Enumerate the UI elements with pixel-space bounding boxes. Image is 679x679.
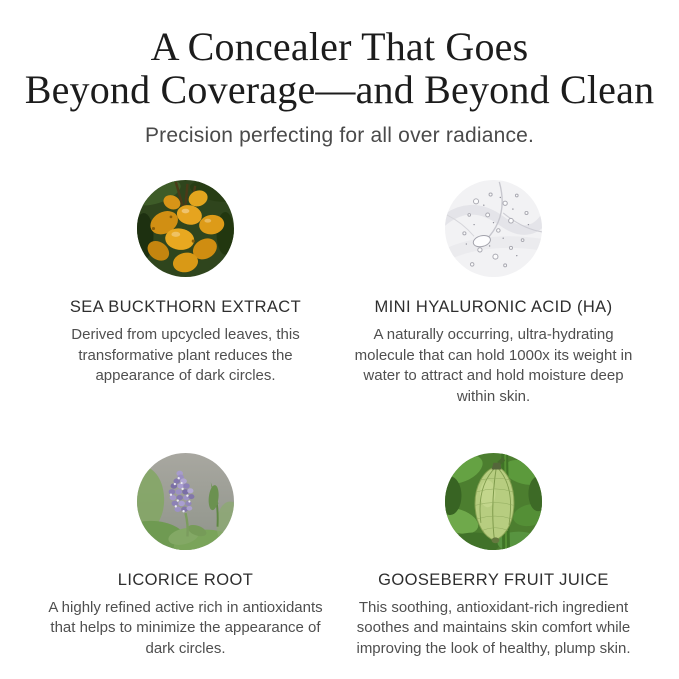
clear-gel-bubbles-photo: [445, 180, 542, 277]
ingredient-name: MINI HYALURONIC ACID (HA): [374, 298, 613, 317]
gooseberry-husk-photo: [445, 453, 542, 550]
ingredient-card-sea-buckthorn: [33, 180, 339, 407]
ingredient-description: This soothing, antioxidant-rich ingredient soothes and maintains skin comfort while improving the look of healthy, plump skin.: [356, 598, 631, 657]
ingredient-name: SEA BUCKTHORN EXTRACT: [69, 298, 302, 317]
ingredient-card-licorice-root: [33, 453, 339, 659]
ingredient-description: A naturally occurring, ultra-hydrating molecule that can hold 1000x its weight in water to attract and hold moisture deep within skin.: [354, 326, 633, 405]
ingredient-grid: [0, 180, 679, 659]
ingredient-description: A highly refined active rich in antioxidants that helps to minimize the appearance of dark circles.: [48, 598, 323, 657]
sea-buckthorn-berries-photo: [137, 180, 234, 277]
ingredient-card-gooseberry: [341, 453, 647, 659]
page-subtitle: Precision perfecting for all over radiance.: [144, 124, 535, 148]
page-title-line2: Beyond Coverage—and Beyond Clean: [24, 67, 655, 113]
ingredient-description: Derived from upcycled leaves, this transformative plant reduces the appearance of dark circles.: [71, 326, 300, 385]
page-title-line1: A Concealer That Goes: [150, 24, 529, 69]
ingredient-name: GOOSEBERRY FRUIT JUICE: [378, 570, 609, 589]
licorice-flower-photo: [137, 453, 234, 550]
ingredient-card-hyaluronic-acid: [341, 180, 647, 407]
page-title: [0, 25, 679, 111]
ingredient-name: LICORICE ROOT: [117, 570, 254, 589]
